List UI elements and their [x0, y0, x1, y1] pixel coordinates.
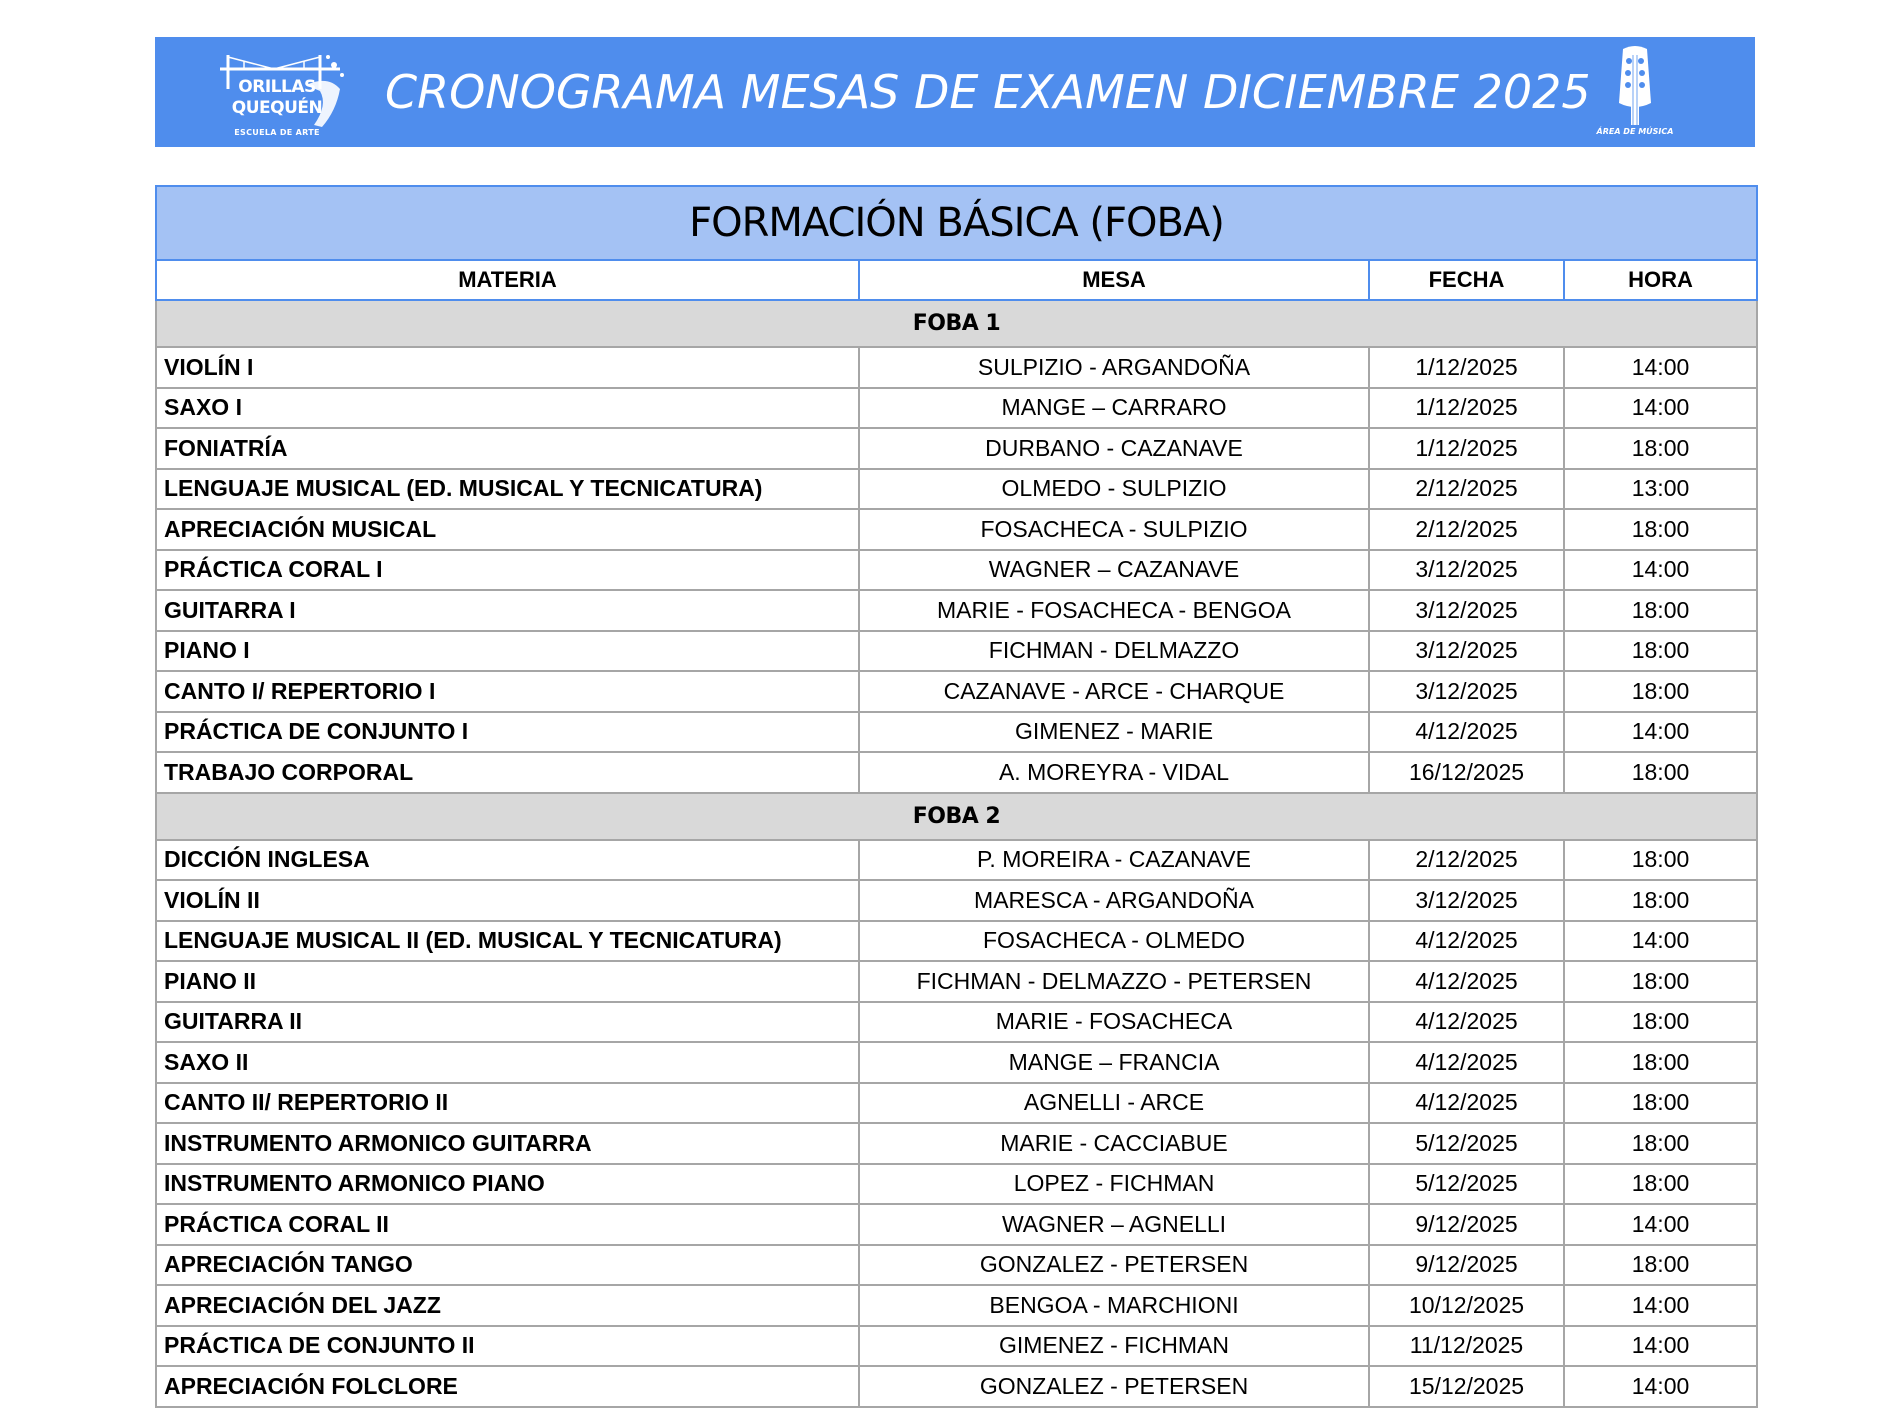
cell-materia: CANTO II/ REPERTORIO II [156, 1083, 859, 1124]
cell-fecha: 11/12/2025 [1369, 1326, 1564, 1367]
cell-mesa: BENGOA - MARCHIONI [859, 1285, 1369, 1326]
cell-hora: 18:00 [1564, 961, 1757, 1002]
cell-mesa: OLMEDO - SULPIZIO [859, 469, 1369, 510]
cell-mesa: FOSACHECA - SULPIZIO [859, 509, 1369, 550]
group-label: FOBA 2 [156, 793, 1757, 840]
table-row [156, 752, 1757, 793]
table-row [156, 1204, 1757, 1245]
cell-materia: APRECIACIÓN DEL JAZZ [156, 1285, 859, 1326]
cell-materia: GUITARRA I [156, 590, 859, 631]
orillas-del-quequen-logo [210, 45, 350, 141]
cell-fecha: 9/12/2025 [1369, 1204, 1564, 1245]
table-row [156, 1245, 1757, 1286]
logo-word-quequen: QUEQUÉN [231, 98, 323, 118]
cell-hora: 18:00 [1564, 752, 1757, 793]
cell-fecha: 1/12/2025 [1369, 428, 1564, 469]
table-row [156, 712, 1757, 753]
cell-hora: 18:00 [1564, 1123, 1757, 1164]
cell-hora: 14:00 [1564, 347, 1757, 388]
cell-materia: APRECIACIÓN MUSICAL [156, 509, 859, 550]
cell-hora: 14:00 [1564, 1366, 1757, 1407]
cell-hora: 13:00 [1564, 469, 1757, 510]
cell-hora: 18:00 [1564, 509, 1757, 550]
cell-materia: PRÁCTICA CORAL I [156, 550, 859, 591]
cell-hora: 18:00 [1564, 428, 1757, 469]
cell-fecha: 3/12/2025 [1369, 880, 1564, 921]
cell-hora: 18:00 [1564, 1042, 1757, 1083]
cell-mesa: GONZALEZ - PETERSEN [859, 1366, 1369, 1407]
logo-tagline: ESCUELA DE ARTE [234, 128, 320, 137]
cell-fecha: 9/12/2025 [1369, 1245, 1564, 1286]
cell-materia: PRÁCTICA DE CONJUNTO II [156, 1326, 859, 1367]
cell-hora: 18:00 [1564, 671, 1757, 712]
cell-mesa: MANGE – CARRARO [859, 388, 1369, 429]
table-row [156, 921, 1757, 962]
column-header-mesa: MESA [859, 260, 1369, 300]
cell-mesa: P. MOREIRA - CAZANAVE [859, 840, 1369, 881]
cell-materia: SAXO II [156, 1042, 859, 1083]
table-row [156, 961, 1757, 1002]
cell-fecha: 3/12/2025 [1369, 671, 1564, 712]
guitar-headstock-icon [1611, 45, 1659, 125]
cell-hora: 14:00 [1564, 388, 1757, 429]
table-row [156, 1083, 1757, 1124]
cell-fecha: 5/12/2025 [1369, 1164, 1564, 1205]
cell-materia: GUITARRA II [156, 1002, 859, 1043]
cell-hora: 14:00 [1564, 550, 1757, 591]
cell-fecha: 4/12/2025 [1369, 961, 1564, 1002]
cell-fecha: 1/12/2025 [1369, 347, 1564, 388]
table-row [156, 590, 1757, 631]
cell-materia: LENGUAJE MUSICAL II (ED. MUSICAL Y TECNICATURA) [156, 921, 859, 962]
cell-materia: VIOLÍN II [156, 880, 859, 921]
table-row [156, 550, 1757, 591]
exam-schedule-table [155, 185, 1758, 1408]
cell-hora: 18:00 [1564, 590, 1757, 631]
cell-hora: 18:00 [1564, 1245, 1757, 1286]
cell-fecha: 16/12/2025 [1369, 752, 1564, 793]
cell-materia: INSTRUMENTO ARMONICO PIANO [156, 1164, 859, 1205]
area-de-musica-logo [1585, 45, 1685, 141]
group-header-row [156, 300, 1757, 347]
cell-materia: CANTO I/ REPERTORIO I [156, 671, 859, 712]
cell-materia: PIANO I [156, 631, 859, 672]
cell-fecha: 4/12/2025 [1369, 712, 1564, 753]
cell-materia: VIOLÍN I [156, 347, 859, 388]
cell-mesa: MARIE - FOSACHECA - BENGOA [859, 590, 1369, 631]
cell-mesa: MARIE - FOSACHECA [859, 1002, 1369, 1043]
cell-mesa: A. MOREYRA - VIDAL [859, 752, 1369, 793]
cell-materia: SAXO I [156, 388, 859, 429]
cell-hora: 14:00 [1564, 921, 1757, 962]
cell-materia: DICCIÓN INGLESA [156, 840, 859, 881]
cell-fecha: 5/12/2025 [1369, 1123, 1564, 1164]
table-row [156, 1042, 1757, 1083]
table-row [156, 1123, 1757, 1164]
cell-hora: 18:00 [1564, 840, 1757, 881]
cell-mesa: FOSACHECA - OLMEDO [859, 921, 1369, 962]
cell-mesa: WAGNER – CAZANAVE [859, 550, 1369, 591]
column-header-hora: HORA [1564, 260, 1757, 300]
cell-fecha: 4/12/2025 [1369, 1002, 1564, 1043]
table-row [156, 840, 1757, 881]
table-row [156, 671, 1757, 712]
cell-materia: PIANO II [156, 961, 859, 1002]
cell-mesa: MARIE - CACCIABUE [859, 1123, 1369, 1164]
cell-materia: PRÁCTICA CORAL II [156, 1204, 859, 1245]
logo-word-orillas: ORILLAS [238, 77, 316, 97]
cell-fecha: 10/12/2025 [1369, 1285, 1564, 1326]
table-row [156, 880, 1757, 921]
area-de-musica-caption: ÁREA DE MÚSICA [1596, 127, 1674, 136]
cell-materia: APRECIACIÓN TANGO [156, 1245, 859, 1286]
cell-mesa: GIMENEZ - FICHMAN [859, 1326, 1369, 1367]
cell-materia: INSTRUMENTO ARMONICO GUITARRA [156, 1123, 859, 1164]
cell-mesa: WAGNER – AGNELLI [859, 1204, 1369, 1245]
cell-hora: 18:00 [1564, 631, 1757, 672]
cell-mesa: MARESCA - ARGANDOÑA [859, 880, 1369, 921]
group-label: FOBA 1 [156, 300, 1757, 347]
column-header-materia: MATERIA [156, 260, 859, 300]
cell-mesa: FICHMAN - DELMAZZO - PETERSEN [859, 961, 1369, 1002]
cell-mesa: LOPEZ - FICHMAN [859, 1164, 1369, 1205]
cell-mesa: AGNELLI - ARCE [859, 1083, 1369, 1124]
table-row [156, 1285, 1757, 1326]
cell-materia: FONIATRÍA [156, 428, 859, 469]
table-row [156, 1366, 1757, 1407]
cell-hora: 18:00 [1564, 1002, 1757, 1043]
cell-fecha: 4/12/2025 [1369, 1083, 1564, 1124]
cell-materia: LENGUAJE MUSICAL (ED. MUSICAL Y TECNICATURA) [156, 469, 859, 510]
cell-fecha: 1/12/2025 [1369, 388, 1564, 429]
cell-mesa: FICHMAN - DELMAZZO [859, 631, 1369, 672]
cell-fecha: 4/12/2025 [1369, 1042, 1564, 1083]
cell-hora: 14:00 [1564, 1326, 1757, 1367]
cell-materia: APRECIACIÓN FOLCLORE [156, 1366, 859, 1407]
cell-fecha: 4/12/2025 [1369, 921, 1564, 962]
table-row [156, 631, 1757, 672]
page-title: CRONOGRAMA MESAS DE EXAMEN DICIEMBRE 2025 [385, 65, 1591, 119]
cell-hora: 14:00 [1564, 712, 1757, 753]
cell-fecha: 15/12/2025 [1369, 1366, 1564, 1407]
schedule-body [156, 300, 1757, 1407]
table-row [156, 469, 1757, 510]
cell-fecha: 2/12/2025 [1369, 509, 1564, 550]
header-banner [155, 37, 1755, 147]
table-row [156, 1002, 1757, 1043]
table-row [156, 1164, 1757, 1205]
cell-hora: 14:00 [1564, 1285, 1757, 1326]
column-header-row [156, 260, 1757, 300]
section-title: FORMACIÓN BÁSICA (FOBA) [156, 186, 1757, 260]
cell-hora: 14:00 [1564, 1204, 1757, 1245]
cell-fecha: 3/12/2025 [1369, 590, 1564, 631]
group-header-row [156, 793, 1757, 840]
cell-mesa: GIMENEZ - MARIE [859, 712, 1369, 753]
table-row [156, 428, 1757, 469]
column-header-fecha: FECHA [1369, 260, 1564, 300]
table-row [156, 347, 1757, 388]
cell-hora: 18:00 [1564, 1083, 1757, 1124]
cell-materia: TRABAJO CORPORAL [156, 752, 859, 793]
cell-mesa: MANGE – FRANCIA [859, 1042, 1369, 1083]
cell-hora: 18:00 [1564, 1164, 1757, 1205]
cell-mesa: CAZANAVE - ARCE - CHARQUE [859, 671, 1369, 712]
cell-fecha: 2/12/2025 [1369, 840, 1564, 881]
cell-fecha: 2/12/2025 [1369, 469, 1564, 510]
table-row [156, 388, 1757, 429]
cell-mesa: DURBANO - CAZANAVE [859, 428, 1369, 469]
cell-fecha: 3/12/2025 [1369, 550, 1564, 591]
cell-hora: 18:00 [1564, 880, 1757, 921]
table-row [156, 509, 1757, 550]
cell-fecha: 3/12/2025 [1369, 631, 1564, 672]
cell-mesa: SULPIZIO - ARGANDOÑA [859, 347, 1369, 388]
table-row [156, 1326, 1757, 1367]
cell-mesa: GONZALEZ - PETERSEN [859, 1245, 1369, 1286]
cell-materia: PRÁCTICA DE CONJUNTO I [156, 712, 859, 753]
